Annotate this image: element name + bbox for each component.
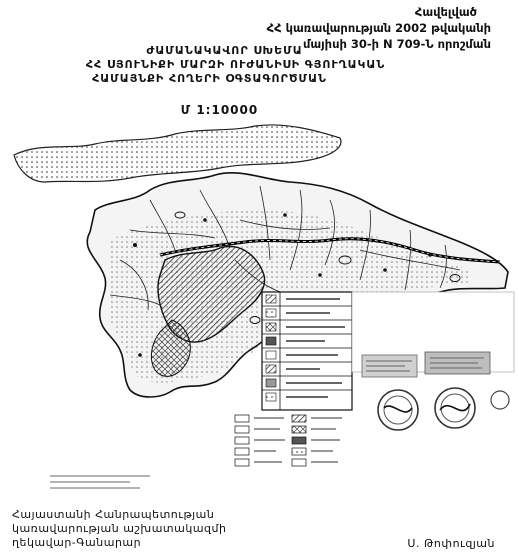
land-use-map xyxy=(0,120,519,505)
map-title xyxy=(0,44,519,86)
footer-left xyxy=(12,508,226,550)
approval-line-1: Հավելված xyxy=(414,5,477,19)
bottom-legend xyxy=(50,415,342,488)
footer-left-line-2: կառավարության աշխատակազմի xyxy=(12,522,227,535)
map-legend xyxy=(262,292,352,410)
approval-stamps xyxy=(362,352,509,430)
northern-strip xyxy=(14,125,341,182)
map-svg xyxy=(0,120,519,505)
title-line-3: ՀԱՄԱՅՆՔԻ ՀՈՂԵՐԻ ՕԳՏԱԳՈՐԾՄԱՆ xyxy=(92,72,327,85)
title-line-2: ՀՀ ՍՅՈՒՆԻՔԻ ՄԱՐԶԻ ՈՒԺԱՆԻՍԻ ԳՅՈՒՂԱԿԱՆ xyxy=(85,58,386,71)
footer-left-line-1: Հայաստանի Հանրապետության xyxy=(12,508,215,521)
approval-line-2: ՀՀ կառավարության 2002 թվականի xyxy=(266,21,491,35)
title-line-1: ԺԱՄԱՆԱԿԱՎՈՐ ՍԽԵՄԱ xyxy=(146,44,303,57)
approval-line-3: մայիսի 30-ի N 709-Ն որոշման xyxy=(302,37,491,51)
footer-signatory: Ս. Թոփուզյան xyxy=(407,537,495,550)
map-scale: Մ 1:10000 xyxy=(180,103,259,117)
footer-left-line-3: ղեկավար-Գանարար xyxy=(12,536,142,549)
